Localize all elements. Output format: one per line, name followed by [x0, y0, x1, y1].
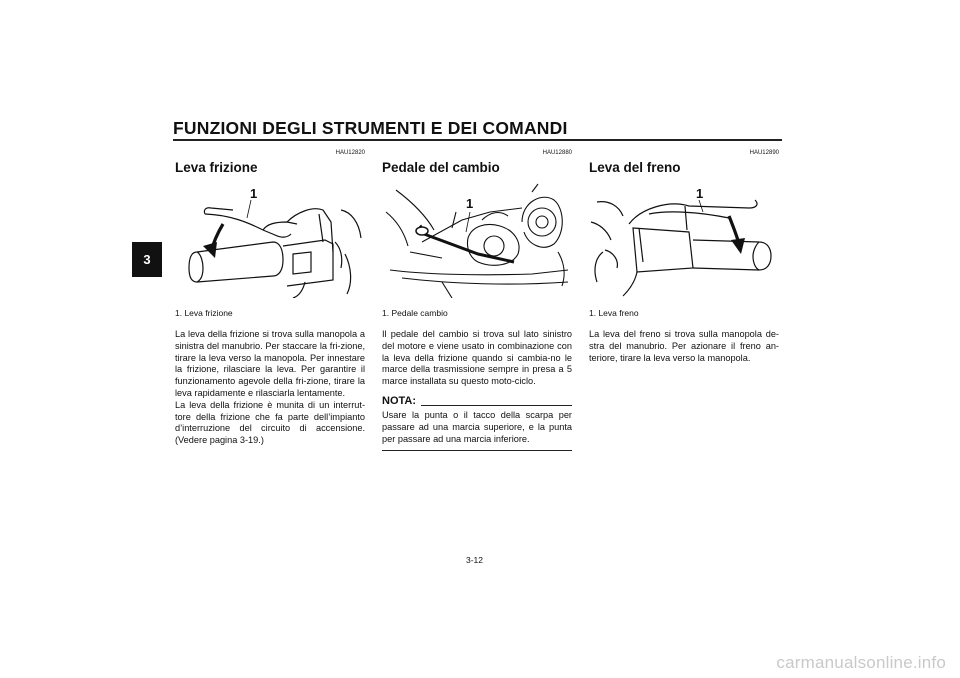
- body-paragraph: La leva della frizione è munita di un interrut-tore della frizione che fa parte dell’impianto d’interruzione del circuito di accensione. (Vedere pagina 3-19.): [175, 399, 365, 446]
- section-code: HAU12820: [335, 150, 365, 156]
- section-body: [175, 329, 365, 447]
- figure-caption: 1. Leva freno: [589, 308, 639, 318]
- section-clutch-lever: [175, 150, 365, 447]
- section-shift-pedal: [382, 150, 572, 451]
- section-body: [382, 329, 572, 388]
- figure-label: 1: [250, 186, 258, 201]
- figure-label: 1: [696, 186, 704, 201]
- note-header: [382, 396, 572, 407]
- note-rule: [421, 405, 572, 406]
- body-paragraph: La leva del freno si trova sulla manopola de-stra del manubrio. Per azionare il freno an-teriore, tirare la leva verso la manopola.: [589, 329, 779, 363]
- note-text: Usare la punta o il tacco della scarpa per passare ad una marcia superiore, e la punta per passare ad una marcia inferiore.: [382, 409, 572, 444]
- note-end-rule: [382, 450, 572, 451]
- clutch-lever-illustration: [175, 182, 365, 298]
- section-title: Pedale del cambio: [382, 160, 500, 175]
- watermark: carmanualsonline.info: [776, 653, 946, 672]
- section-code: HAU12890: [749, 150, 779, 156]
- figure-caption: 1. Leva frizione: [175, 308, 233, 318]
- section-brake-lever: [589, 150, 779, 364]
- section-body: [589, 329, 779, 364]
- body-paragraph: La leva della frizione si trova sulla manopola a sinistra del manubrio. Per staccare la fri-zione, tirare la leva verso la manopola. Per innestare la frizione, rilasciare la leva. Per garantire il funzionamento agevole della fri-zione, tirare la leva rapidamente e rilasciarla lentamente.: [175, 329, 365, 398]
- body-paragraph: Il pedale del cambio si trova sul lato sinistro del motore e viene usato in combinazione con la leva della frizione quando si cambia-no le marce della trasmissione sempre in presa a 5 marce installata su questo moto-ciclo.: [382, 329, 572, 387]
- header-rule: [173, 139, 782, 141]
- shift-pedal-illustration: [382, 182, 572, 298]
- note-label: NOTA:: [382, 394, 417, 407]
- section-title: Leva del freno: [589, 160, 681, 175]
- page-number: 3-12: [466, 555, 484, 565]
- section-title: Leva frizione: [175, 160, 258, 175]
- page-title: FUNZIONI DEGLI STRUMENTI E DEI COMANDI: [173, 118, 568, 138]
- chapter-tab: 3: [132, 242, 162, 277]
- figure-label: 1: [466, 196, 474, 211]
- figure-caption: 1. Pedale cambio: [382, 308, 448, 318]
- section-code: HAU12880: [542, 150, 572, 156]
- brake-lever-illustration: [589, 182, 779, 298]
